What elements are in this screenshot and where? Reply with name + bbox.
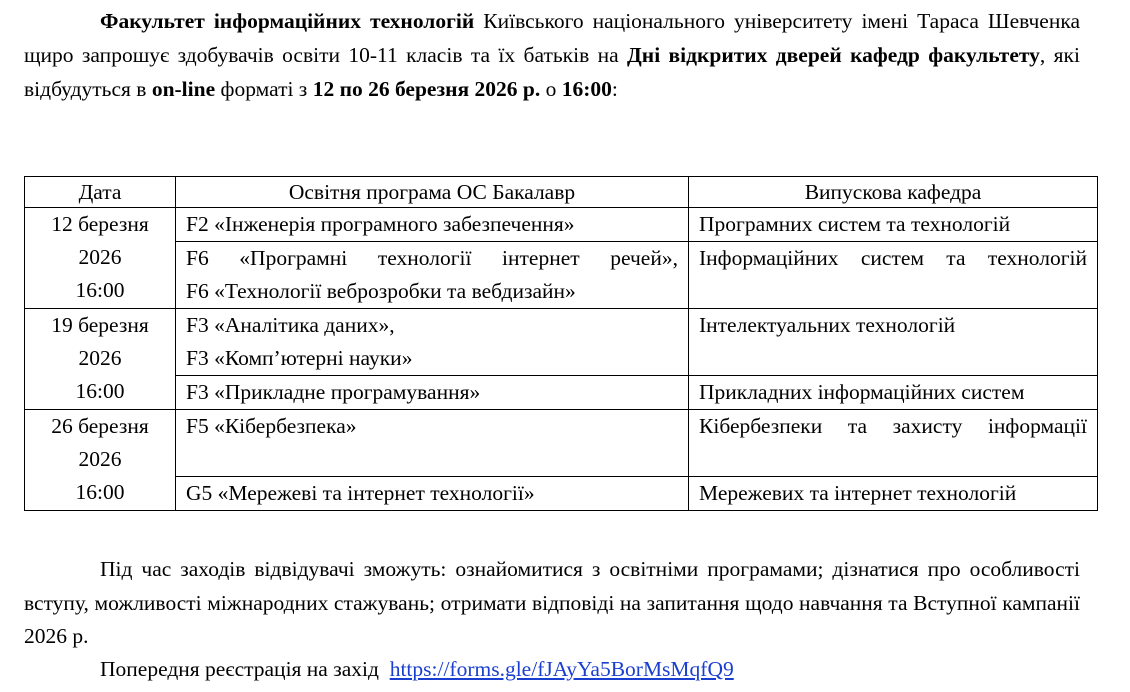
department-cell: Кібербезпеки та захисту інформації [689, 410, 1098, 477]
date-cell: 26 березня 2026 16:00 [25, 410, 176, 511]
program-cell: F5 «Кібербезпека» [176, 410, 689, 477]
event-format: on-line [151, 77, 216, 101]
table-row [25, 477, 1098, 511]
table-row [25, 309, 1098, 376]
schedule-table [24, 176, 1098, 511]
department-cell: Інтелектуальних технологій [689, 309, 1098, 376]
program-cell: F3 «Прикладне програмування» [176, 376, 689, 410]
event-name: Дні відкритих дверей кафедр факультету [627, 43, 1040, 67]
program-cell: F6 «Програмні технології інтернет речей», F6 «Технології веброзробки та вебдизайн» [176, 242, 689, 309]
table-row [25, 376, 1098, 410]
registration-line [100, 652, 734, 686]
event-dates: 12 по 26 березня 2026 р. [312, 77, 541, 101]
registration-label: Попередня реєстрація на захід [100, 657, 379, 681]
program-cell: F2 «Інженерія програмного забезпечення» [176, 208, 689, 242]
table-row [25, 410, 1098, 477]
department-cell: Програмних систем та технологій [689, 208, 1098, 242]
date-cell: 12 березня 2026 16:00 [25, 208, 176, 309]
table-header-row [25, 177, 1098, 208]
table-row [25, 242, 1098, 309]
header-program: Освітня програма ОС Бакалавр [176, 177, 689, 208]
table-row [25, 208, 1098, 242]
faculty-name: Факультет інформаційних технологій [100, 9, 475, 33]
department-cell: Прикладних інформаційних систем [689, 376, 1098, 410]
program-cell: G5 «Мережеві та інтернет технології» [176, 477, 689, 511]
program-cell: F3 «Аналітика даних», F3 «Комп’ютерні науки» [176, 309, 689, 376]
registration-link[interactable]: https://forms.gle/fJAyYa5BorMsMqfQ9 [389, 657, 734, 681]
outro-paragraph: Під час заходів відвідувачі зможуть: ознайомитися з освітніми програмами; дізнатися про особливості вступу, можливості міжнародних стажувань; отримати відповіді на запитання щодо навчання та Вступної кампанії 2026 р. [24, 557, 1080, 648]
header-date: Дата [25, 177, 176, 208]
department-cell: Інформаційних систем та технологій [689, 242, 1098, 309]
date-cell: 19 березня 2026 16:00 [25, 309, 176, 410]
department-cell: Мережевих та інтернет технологій [689, 477, 1098, 511]
event-time: 16:00 [561, 77, 612, 101]
intro-paragraph: Факультет інформаційних технологій Київського національного університету імені Тараса Шевченка щиро запрошує здобувачів освіти 10-11 класів та їх батьків на Дні відкритих дверей кафедр факультету, які відбудуться в on-line форматі з 12 по 26 березня 2026 р. о 16:00: [24, 9, 1080, 101]
header-department: Випускова кафедра [689, 177, 1098, 208]
